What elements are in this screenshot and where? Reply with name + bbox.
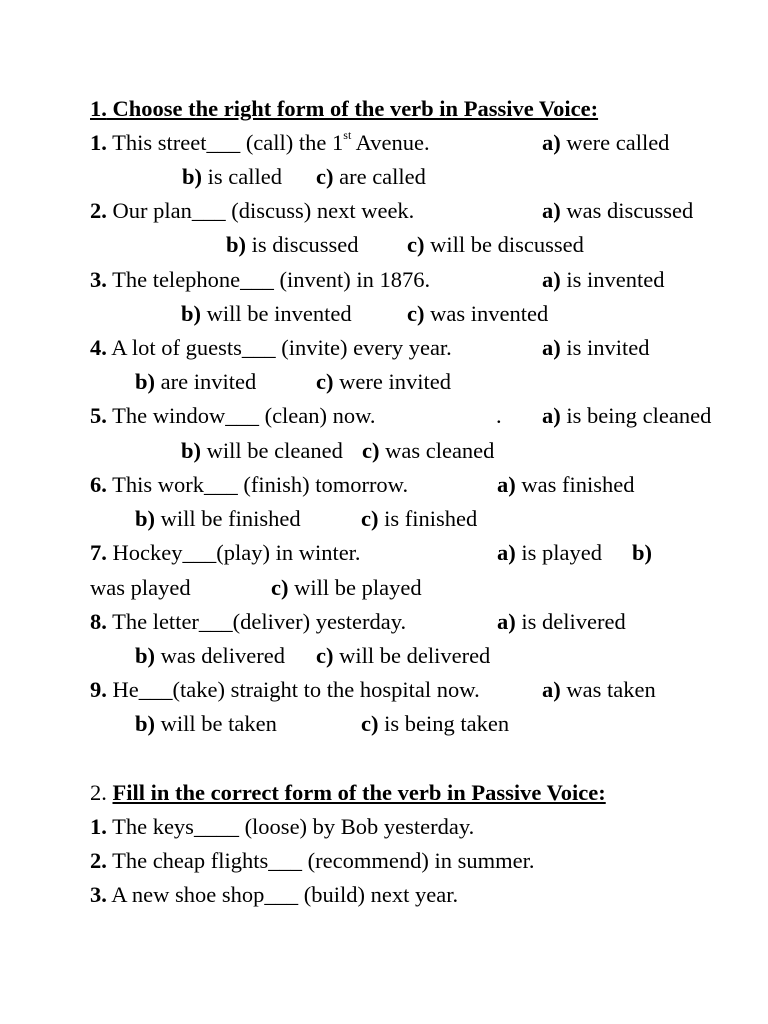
section2-heading — [90, 778, 606, 808]
fill-question-2 — [90, 846, 534, 876]
question-7-options — [90, 573, 730, 603]
question-text: The letter___(deliver) yesterday. — [112, 609, 407, 634]
dot-mark: . — [496, 403, 502, 428]
question-2-options — [90, 230, 730, 260]
question-text: This work___ (finish) tomorrow. — [112, 472, 409, 497]
question-text: The keys____ (loose) by Bob yesterday. — [112, 814, 475, 839]
fill-question-3 — [90, 880, 458, 910]
question-5 — [90, 401, 730, 431]
option-b: b) will be taken — [135, 711, 277, 736]
question-1 — [90, 128, 730, 158]
question-text: A lot of guests___ (invite) every year. — [111, 335, 452, 360]
section2-number: 2. — [90, 780, 107, 805]
option-b: b) was delivered — [135, 643, 285, 668]
question-4 — [90, 333, 730, 363]
question-number: 3. — [90, 267, 107, 292]
question-7 — [90, 538, 730, 568]
question-8 — [90, 607, 730, 637]
option-a: a) were called — [542, 130, 670, 155]
question-text: The cheap flights___ (recommend) in summer. — [112, 848, 535, 873]
option-c: c) will be played — [271, 575, 422, 600]
question-9 — [90, 675, 730, 705]
question-3-options — [90, 299, 730, 329]
section1-title: Choose the right form of the verb in Passive Voice: — [112, 96, 599, 121]
question-9-options — [90, 709, 730, 739]
question-8-options — [90, 641, 730, 671]
question-number: 6. — [90, 472, 107, 497]
question-number: 1. — [90, 814, 107, 839]
question-6-options — [90, 504, 730, 534]
option-b: b) are invited — [135, 369, 257, 394]
question-number: 4. — [90, 335, 107, 360]
question-text: The window___ (clean) now. — [112, 403, 376, 428]
option-c: c) are called — [316, 164, 426, 189]
question-text: This street___ (call) the 1st Avenue. — [112, 128, 430, 155]
option-a: a) is invented — [542, 267, 665, 292]
question-number: 7. — [90, 540, 107, 565]
option-b: b) will be invented — [181, 301, 352, 326]
option-c: c) is finished — [361, 506, 478, 531]
option-c: c) were invited — [316, 369, 451, 394]
option-b: b) will be cleaned — [181, 438, 343, 463]
option-c: c) is being taken — [361, 711, 510, 736]
option-c: c) was cleaned — [362, 438, 495, 463]
question-number: 1. — [90, 130, 107, 155]
question-4-options — [90, 367, 730, 397]
option-a: a) is invited — [542, 335, 650, 360]
option-a: a) was taken — [542, 677, 656, 702]
option-b-label: b) — [632, 540, 653, 565]
question-6 — [90, 470, 730, 500]
question-1-options — [90, 162, 730, 192]
question-number: 9. — [90, 677, 107, 702]
question-5-options — [90, 436, 730, 466]
option-a: a) was finished — [497, 472, 635, 497]
option-c: c) will be delivered — [316, 643, 491, 668]
option-b: b) is discussed — [226, 232, 359, 257]
section1-number: 1. — [90, 96, 107, 121]
question-number: 3. — [90, 882, 107, 907]
option-b: was played — [90, 575, 191, 600]
section1-heading — [90, 94, 598, 124]
option-b: b) will be finished — [135, 506, 301, 531]
option-c: c) was invented — [407, 301, 549, 326]
option-c: c) will be discussed — [407, 232, 584, 257]
question-number: 2. — [90, 198, 107, 223]
question-text: Hockey___(play) in winter. — [112, 540, 361, 565]
fill-question-1 — [90, 812, 474, 842]
question-2 — [90, 196, 730, 226]
option-a: a) is being cleaned — [542, 403, 712, 428]
question-3 — [90, 265, 730, 295]
question-text: Our plan___ (discuss) next week. — [112, 198, 415, 223]
question-number: 8. — [90, 609, 107, 634]
section2-title: Fill in the correct form of the verb in Passive Voice: — [112, 780, 606, 805]
question-number: 2. — [90, 848, 107, 873]
option-a: a) was discussed — [542, 198, 694, 223]
question-number: 5. — [90, 403, 107, 428]
question-text: He___(take) straight to the hospital now. — [112, 677, 480, 702]
option-b: b) is called — [182, 164, 282, 189]
option-a: a) is delivered — [497, 609, 626, 634]
option-a: a) is played — [497, 540, 602, 565]
question-text: The telephone___ (invent) in 1876. — [112, 267, 431, 292]
question-text: A new shoe shop___ (build) next year. — [111, 882, 459, 907]
